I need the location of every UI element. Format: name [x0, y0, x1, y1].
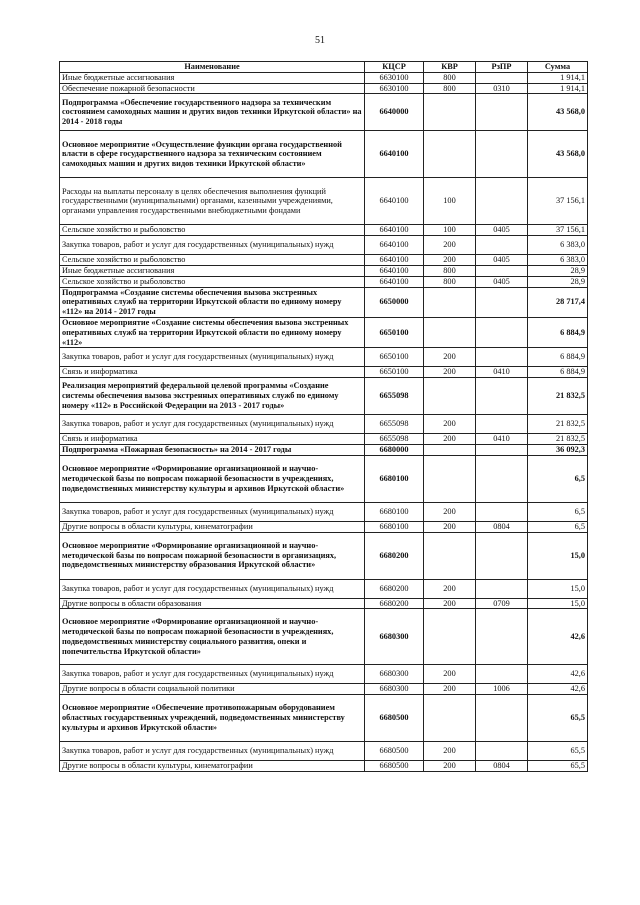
cell-name: Подпрограмма «Пожарная безопасность» на 2014 - 2017 годы: [60, 444, 365, 455]
cell-sum: 43 568,0: [528, 94, 588, 131]
cell-rzpr: [476, 287, 528, 317]
table-body: [60, 72, 588, 771]
cell-kvr: [424, 317, 476, 347]
cell-kvr: [424, 94, 476, 131]
table-header-row: [60, 62, 588, 73]
cell-sum: 6,5: [528, 455, 588, 502]
cell-rzpr: [476, 579, 528, 598]
cell-name: Сельское хозяйство и рыболовство: [60, 255, 365, 266]
cell-kvr: 200: [424, 579, 476, 598]
cell-kvr: 200: [424, 665, 476, 684]
table-row: [60, 532, 588, 579]
cell-rzpr: 0804: [476, 761, 528, 772]
table-row: [60, 348, 588, 367]
page-number: 51: [315, 35, 325, 46]
cell-name: Сельское хозяйство и рыболовство: [60, 225, 365, 236]
table-row: [60, 255, 588, 266]
cell-kcsr: 6630100: [365, 83, 424, 94]
cell-sum: 1 914,1: [528, 72, 588, 83]
cell-name: Другие вопросы в области культуры, кинематографии: [60, 521, 365, 532]
cell-name: Иные бюджетные ассигнования: [60, 265, 365, 276]
cell-rzpr: 0405: [476, 255, 528, 266]
cell-rzpr: [476, 94, 528, 131]
cell-rzpr: [476, 665, 528, 684]
header-name: Наименование: [60, 62, 365, 73]
cell-rzpr: [476, 695, 528, 742]
header-sum: Сумма: [528, 62, 588, 73]
cell-kcsr: 6655098: [365, 378, 424, 415]
cell-rzpr: 0405: [476, 276, 528, 287]
cell-sum: 37 156,1: [528, 225, 588, 236]
cell-kcsr: 6650100: [365, 317, 424, 347]
cell-sum: 42,6: [528, 609, 588, 665]
cell-kvr: 800: [424, 83, 476, 94]
cell-kcsr: 6680300: [365, 609, 424, 665]
cell-kcsr: 6640100: [365, 236, 424, 255]
cell-name: Подпрограмма «Создание системы обеспечения вызова экстренных оперативных служб на территории Иркутской области по единому номеру «112» на 2014 - 2017 годы: [60, 287, 365, 317]
table-row: [60, 225, 588, 236]
cell-kcsr: 6680300: [365, 684, 424, 695]
cell-sum: 6 884,9: [528, 367, 588, 378]
cell-rzpr: 0410: [476, 367, 528, 378]
cell-kvr: [424, 695, 476, 742]
cell-name: Обеспечение пожарной безопасности: [60, 83, 365, 94]
cell-kvr: 100: [424, 225, 476, 236]
cell-name: Закупка товаров, работ и услуг для государственных (муниципальных) нужд: [60, 236, 365, 255]
cell-kvr: 100: [424, 178, 476, 225]
cell-name: Другие вопросы в области культуры, кинематографии: [60, 761, 365, 772]
cell-rzpr: [476, 532, 528, 579]
cell-sum: 37 156,1: [528, 178, 588, 225]
cell-kvr: [424, 455, 476, 502]
cell-sum: 43 568,0: [528, 131, 588, 178]
cell-name: Закупка товаров, работ и услуг для государственных (муниципальных) нужд: [60, 415, 365, 434]
cell-kvr: 200: [424, 236, 476, 255]
table-row: [60, 609, 588, 665]
cell-kcsr: 6680500: [365, 742, 424, 761]
cell-name: Закупка товаров, работ и услуг для государственных (муниципальных) нужд: [60, 502, 365, 521]
table-row: [60, 502, 588, 521]
table-row: [60, 178, 588, 225]
cell-rzpr: 0804: [476, 521, 528, 532]
cell-rzpr: [476, 609, 528, 665]
cell-kvr: 800: [424, 265, 476, 276]
cell-name: Основное мероприятие «Формирование организационной и научно-методической базы по вопросам пожарной безопасности в учреждениях, подведомственных министерству социального развития, опеки и попечительства Иркутской области»: [60, 609, 365, 665]
table-row: [60, 521, 588, 532]
table-row: [60, 94, 588, 131]
cell-name: Связь и информатика: [60, 434, 365, 445]
header-rzpr: РзПР: [476, 62, 528, 73]
table-row: [60, 72, 588, 83]
cell-kvr: 200: [424, 348, 476, 367]
cell-rzpr: 0709: [476, 598, 528, 609]
cell-rzpr: [476, 455, 528, 502]
cell-name: Закупка товаров, работ и услуг для государственных (муниципальных) нужд: [60, 665, 365, 684]
cell-rzpr: [476, 178, 528, 225]
cell-kcsr: 6640100: [365, 131, 424, 178]
cell-rzpr: [476, 348, 528, 367]
table-row: [60, 444, 588, 455]
cell-kvr: 200: [424, 521, 476, 532]
cell-sum: 65,5: [528, 761, 588, 772]
cell-name: Основное мероприятие «Создание системы обеспечения вызова экстренных оперативных служб на территории Иркутской области по единому номеру «112»: [60, 317, 365, 347]
cell-kcsr: 6655098: [365, 434, 424, 445]
table-row: [60, 684, 588, 695]
cell-kcsr: 6680200: [365, 532, 424, 579]
cell-sum: 65,5: [528, 742, 588, 761]
cell-kcsr: 6680200: [365, 598, 424, 609]
table-row: [60, 317, 588, 347]
table-row: [60, 455, 588, 502]
cell-name: Закупка товаров, работ и услуг для государственных (муниципальных) нужд: [60, 579, 365, 598]
cell-kvr: [424, 378, 476, 415]
cell-kcsr: 6630100: [365, 72, 424, 83]
cell-name: Подпрограмма «Обеспечение государственного надзора за техническим состоянием самоходных машин и других видов техники Иркутской области» на 2014 - 2018 годы: [60, 94, 365, 131]
cell-kvr: 200: [424, 415, 476, 434]
cell-kcsr: 6680200: [365, 579, 424, 598]
header-kvr: КВР: [424, 62, 476, 73]
cell-kvr: 200: [424, 742, 476, 761]
cell-kvr: [424, 609, 476, 665]
cell-sum: 28,9: [528, 265, 588, 276]
cell-kcsr: 6650100: [365, 348, 424, 367]
table-row: [60, 742, 588, 761]
cell-rzpr: [476, 415, 528, 434]
cell-sum: 65,5: [528, 695, 588, 742]
cell-name: Основное мероприятие «Обеспечение противопожарным оборудованием областных государственных учреждений, подведомственных министерству культуры и архивов Иркутской области»: [60, 695, 365, 742]
cell-sum: 21 832,5: [528, 415, 588, 434]
budget-table: [59, 61, 588, 772]
cell-rzpr: 1006: [476, 684, 528, 695]
cell-rzpr: [476, 502, 528, 521]
cell-kvr: 200: [424, 684, 476, 695]
cell-kcsr: 6640100: [365, 276, 424, 287]
table-row: [60, 287, 588, 317]
cell-kvr: 800: [424, 72, 476, 83]
cell-kcsr: 6640100: [365, 225, 424, 236]
cell-kvr: [424, 444, 476, 455]
table-row: [60, 598, 588, 609]
cell-sum: 15,0: [528, 579, 588, 598]
cell-kvr: 200: [424, 598, 476, 609]
table-row: [60, 367, 588, 378]
cell-name: Иные бюджетные ассигнования: [60, 72, 365, 83]
cell-name: Основное мероприятие «Формирование организационной и научно-методической базы по вопросам пожарной безопасности в организациях, подведомственных министерству образования Иркутской области»: [60, 532, 365, 579]
cell-sum: 15,0: [528, 598, 588, 609]
cell-name: Реализация мероприятий федеральной целевой программы «Создание системы обеспечения вызова экстренных оперативных служб по единому номеру «112» в Российской Федерации на 2013 - 2017 годы»: [60, 378, 365, 415]
cell-kcsr: 6650000: [365, 287, 424, 317]
cell-sum: 21 832,5: [528, 378, 588, 415]
table-row: [60, 665, 588, 684]
table-row: [60, 415, 588, 434]
cell-kvr: 200: [424, 255, 476, 266]
cell-kvr: [424, 287, 476, 317]
table-row: [60, 83, 588, 94]
cell-kcsr: 6680300: [365, 665, 424, 684]
cell-kcsr: 6680100: [365, 502, 424, 521]
cell-name: Другие вопросы в области социальной политики: [60, 684, 365, 695]
cell-rzpr: [476, 444, 528, 455]
cell-name: Расходы на выплаты персоналу в целях обеспечения выполнения функций государственными (муниципальными) органами, казенными учреждениями, органами управления государственными внебюджетными фондами: [60, 178, 365, 225]
cell-rzpr: [476, 265, 528, 276]
cell-name: Закупка товаров, работ и услуг для государственных (муниципальных) нужд: [60, 348, 365, 367]
cell-name: Связь и информатика: [60, 367, 365, 378]
table-row: [60, 131, 588, 178]
cell-kvr: 200: [424, 367, 476, 378]
cell-kcsr: 6680100: [365, 521, 424, 532]
cell-rzpr: 0410: [476, 434, 528, 445]
cell-rzpr: 0310: [476, 83, 528, 94]
cell-sum: 6,5: [528, 521, 588, 532]
cell-kcsr: 6680100: [365, 455, 424, 502]
cell-kvr: 200: [424, 761, 476, 772]
cell-kcsr: 6650100: [365, 367, 424, 378]
table-row: [60, 695, 588, 742]
cell-sum: 15,0: [528, 532, 588, 579]
cell-sum: 6 884,9: [528, 348, 588, 367]
table-row: [60, 265, 588, 276]
cell-sum: 6 884,9: [528, 317, 588, 347]
cell-name: Сельское хозяйство и рыболовство: [60, 276, 365, 287]
cell-name: Основное мероприятие «Формирование организационной и научно-методической базы по вопросам пожарной безопасности в учреждениях, подведомственных министерству культуры и архивов Иркутской области»: [60, 455, 365, 502]
table-row: [60, 761, 588, 772]
cell-name: Другие вопросы в области образования: [60, 598, 365, 609]
table-row: [60, 378, 588, 415]
cell-kcsr: 6640100: [365, 178, 424, 225]
cell-sum: 6,5: [528, 502, 588, 521]
cell-sum: 28,9: [528, 276, 588, 287]
cell-kcsr: 6655098: [365, 415, 424, 434]
cell-rzpr: [476, 317, 528, 347]
cell-sum: 1 914,1: [528, 83, 588, 94]
cell-rzpr: [476, 131, 528, 178]
cell-kvr: [424, 131, 476, 178]
table-row: [60, 236, 588, 255]
table-row: [60, 579, 588, 598]
cell-kvr: 800: [424, 276, 476, 287]
cell-sum: 6 383,0: [528, 236, 588, 255]
header-kcsr: КЦСР: [365, 62, 424, 73]
cell-name: Основное мероприятие «Осуществление функции органа государственной власти в сфере государственного надзора за техническим состоянием самоходных машин и других видов техники Иркутской области»: [60, 131, 365, 178]
cell-sum: 36 092,3: [528, 444, 588, 455]
cell-kcsr: 6640100: [365, 265, 424, 276]
cell-sum: 21 832,5: [528, 434, 588, 445]
table-row: [60, 276, 588, 287]
cell-rzpr: [476, 236, 528, 255]
cell-sum: 42,6: [528, 684, 588, 695]
cell-kvr: [424, 532, 476, 579]
cell-rzpr: [476, 72, 528, 83]
cell-kvr: 200: [424, 502, 476, 521]
cell-kcsr: 6680500: [365, 761, 424, 772]
cell-rzpr: 0405: [476, 225, 528, 236]
cell-rzpr: [476, 378, 528, 415]
cell-kcsr: 6680500: [365, 695, 424, 742]
cell-kvr: 200: [424, 434, 476, 445]
cell-name: Закупка товаров, работ и услуг для государственных (муниципальных) нужд: [60, 742, 365, 761]
cell-kcsr: 6640000: [365, 94, 424, 131]
table-row: [60, 434, 588, 445]
cell-kcsr: 6680000: [365, 444, 424, 455]
cell-sum: 28 717,4: [528, 287, 588, 317]
cell-rzpr: [476, 742, 528, 761]
cell-sum: 6 383,0: [528, 255, 588, 266]
cell-sum: 42,6: [528, 665, 588, 684]
cell-kcsr: 6640100: [365, 255, 424, 266]
